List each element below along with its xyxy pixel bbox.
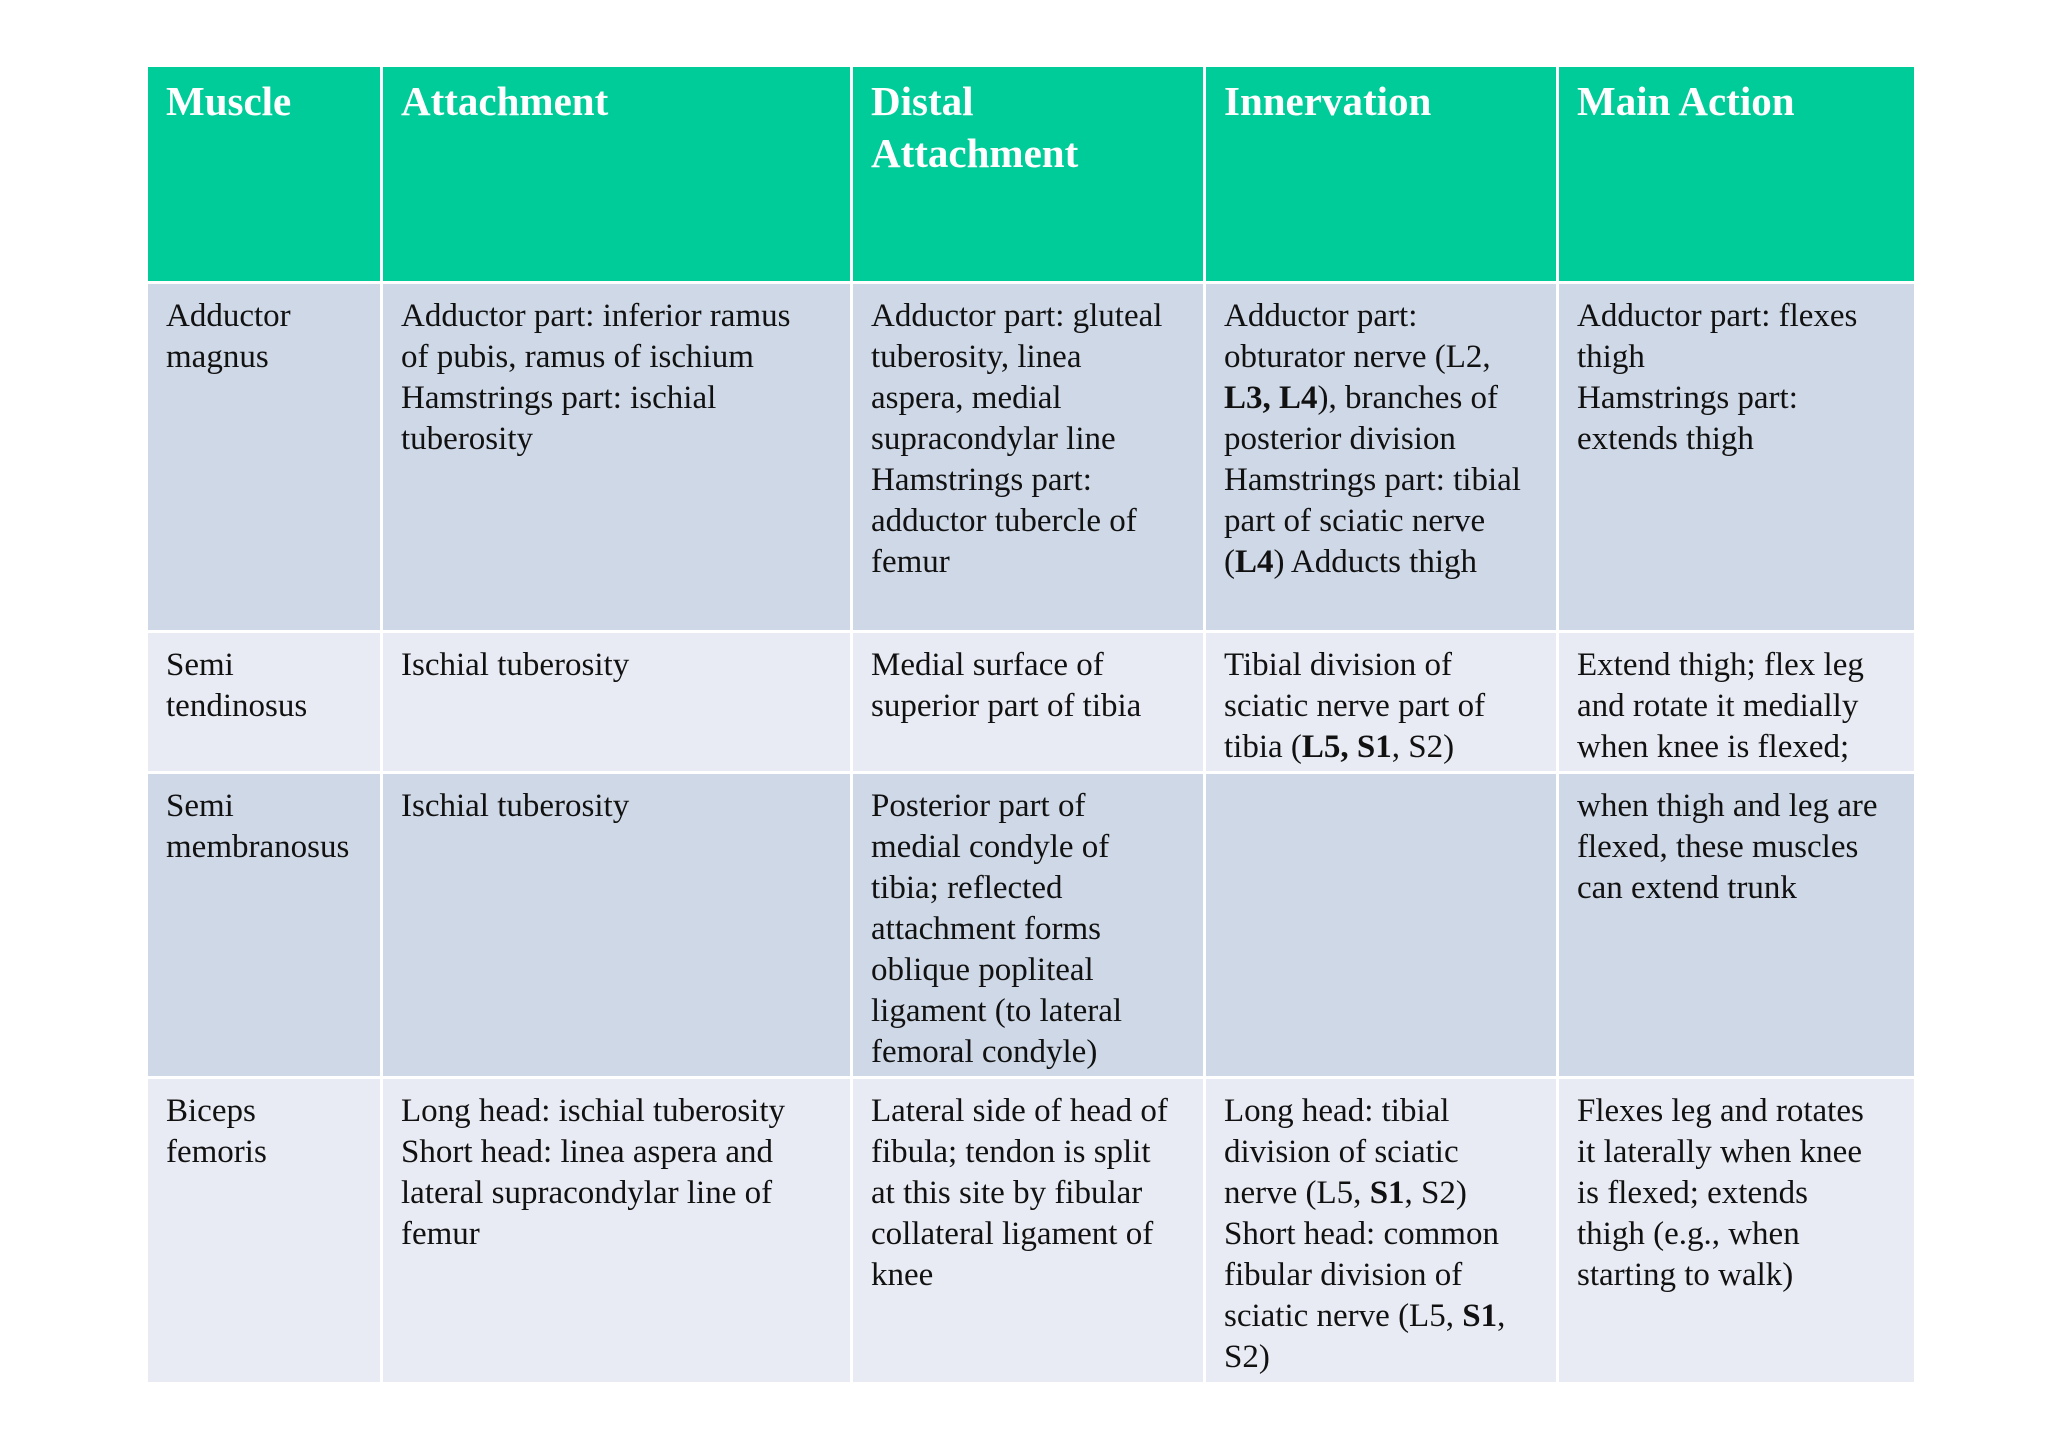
cell-innervation-line (1224, 337, 1540, 378)
cell-innervation (1206, 1079, 1559, 1385)
cell-distal-attachment-line: aspera, medial (871, 380, 1062, 416)
cell-innervation-line (1224, 460, 1540, 501)
cell-main-action-line: is flexed; extends (1577, 1175, 1808, 1211)
innervation-text: , (1497, 1298, 1506, 1334)
cell-innervation-line (1224, 419, 1540, 460)
cell-innervation (1206, 284, 1559, 633)
innervation-text: part of sciatic nerve (1224, 503, 1486, 539)
cell-muscle-line: Semi (166, 788, 234, 824)
cell-main-action-line: when knee is flexed; (1577, 729, 1850, 765)
header-main-action: Main Action (1559, 67, 1914, 284)
cell-distal-attachment-line: Lateral side of head of (871, 1093, 1168, 1129)
cell-muscle-line: tendinosus (166, 688, 308, 724)
cell-innervation-line (1224, 1296, 1540, 1337)
cell-innervation-line (1224, 1214, 1540, 1255)
cell-distal-attachment-line: superior part of tibia (871, 688, 1142, 724)
cell-innervation-line (1224, 645, 1540, 686)
spinal-level-bold: S1 (1462, 1298, 1498, 1334)
cell-distal-attachment (853, 774, 1206, 1079)
cell-distal-attachment (853, 1079, 1206, 1385)
cell-attachment-line: of pubis, ramus of ischium (401, 339, 754, 375)
cell-innervation-line (1224, 378, 1540, 419)
innervation-text: tibia ( (1224, 729, 1302, 765)
cell-main-action-line: can extend trunk (1577, 870, 1797, 906)
cell-distal-attachment (853, 284, 1206, 633)
cell-innervation-line (1224, 1255, 1540, 1296)
cell-muscle (148, 1079, 383, 1385)
innervation-text: nerve (L5, (1224, 1175, 1370, 1211)
cell-distal-attachment-line: oblique popliteal (871, 952, 1094, 988)
cell-main-action (1559, 774, 1914, 1079)
cell-main-action (1559, 1079, 1914, 1385)
spinal-level-bold: S1 (1369, 1175, 1405, 1211)
cell-main-action-line: Hamstrings part: (1577, 380, 1798, 416)
cell-muscle-line: magnus (166, 339, 269, 375)
innervation-text: sciatic nerve (L5, (1224, 1298, 1463, 1334)
cell-distal-attachment-line: at this site by fibular (871, 1175, 1143, 1211)
cell-attachment-line: tuberosity (401, 421, 533, 457)
innervation-text: Long head: tibial (1224, 1093, 1450, 1129)
cell-main-action-line: Flexes leg and rotates (1577, 1093, 1864, 1129)
cell-attachment (383, 774, 853, 1079)
cell-main-action-line: thigh (1577, 339, 1645, 375)
cell-distal-attachment-line: femoral condyle) (871, 1034, 1098, 1070)
cell-innervation (1206, 633, 1559, 774)
cell-muscle (148, 284, 383, 633)
cell-main-action-line: extends thigh (1577, 421, 1754, 457)
innervation-text: ) Adducts thigh (1273, 544, 1478, 580)
innervation-text: Hamstrings part: tibial (1224, 462, 1521, 498)
innervation-text: Adductor part: (1224, 298, 1418, 334)
cell-attachment (383, 1079, 853, 1385)
innervation-text: Tibial division of (1224, 647, 1452, 683)
cell-muscle-line: femoris (166, 1134, 267, 1170)
cell-innervation-line (1224, 1337, 1540, 1378)
cell-distal-attachment-line: tibia; reflected (871, 870, 1063, 906)
cell-distal-attachment-line: medial condyle of (871, 829, 1110, 865)
cell-attachment-line: Short head: linea aspera and (401, 1134, 774, 1170)
cell-main-action-line: flexed, these muscles (1577, 829, 1859, 865)
innervation-text: division of sciatic (1224, 1134, 1459, 1170)
innervation-text: sciatic nerve part of (1224, 688, 1486, 724)
spinal-level-bold: L3, L4 (1224, 380, 1318, 416)
innervation-text: fibular division of (1224, 1257, 1463, 1293)
cell-distal-attachment-line: femur (871, 544, 950, 580)
cell-muscle (148, 633, 383, 774)
cell-attachment-line: femur (401, 1216, 480, 1252)
cell-main-action-line: starting to walk) (1577, 1257, 1794, 1293)
cell-attachment-line: Adductor part: inferior ramus (401, 298, 791, 334)
cell-distal-attachment-line: fibula; tendon is split (871, 1134, 1151, 1170)
cell-innervation-line (1224, 501, 1540, 542)
cell-main-action-line: when thigh and leg are (1577, 788, 1878, 824)
cell-innervation (1206, 774, 1559, 1079)
cell-distal-attachment-line: collateral ligament of (871, 1216, 1154, 1252)
header-innervation: Innervation (1206, 67, 1559, 284)
cell-attachment-line: Ischial tuberosity (401, 647, 630, 683)
cell-innervation-line (1224, 686, 1540, 727)
cell-muscle-line: Adductor (166, 298, 291, 334)
header-attachment: Attachment (383, 67, 853, 284)
cell-muscle (148, 774, 383, 1079)
cell-main-action (1559, 284, 1914, 633)
cell-innervation-line (1224, 542, 1540, 583)
cell-distal-attachment-line: Hamstrings part: (871, 462, 1092, 498)
cell-innervation-line (1224, 1173, 1540, 1214)
innervation-text: Short head: common (1224, 1216, 1499, 1252)
cell-main-action (1559, 633, 1914, 774)
cell-distal-attachment-line: tuberosity, linea (871, 339, 1082, 375)
header-distal-attachment: Distal Attachment (853, 67, 1206, 284)
innervation-text: ( (1224, 544, 1235, 580)
muscle-table (148, 67, 1914, 1385)
cell-distal-attachment-line: supracondylar line (871, 421, 1116, 457)
cell-main-action-line: thigh (e.g., when (1577, 1216, 1800, 1252)
cell-distal-attachment-line: ligament (to lateral (871, 993, 1123, 1029)
cell-attachment (383, 633, 853, 774)
innervation-text: ), branches of (1317, 380, 1499, 416)
cell-distal-attachment-line: attachment forms (871, 911, 1102, 947)
cell-muscle-line: Biceps (166, 1093, 256, 1129)
cell-innervation-line (1224, 296, 1540, 337)
cell-distal-attachment-line: Adductor part: gluteal (871, 298, 1163, 334)
cell-distal-attachment-line: adductor tubercle of (871, 503, 1137, 539)
cell-innervation-line (1224, 1091, 1540, 1132)
cell-muscle-line: membranosus (166, 829, 350, 865)
cell-main-action-line: Adductor part: flexes (1577, 298, 1858, 334)
cell-distal-attachment-line: knee (871, 1257, 934, 1293)
cell-distal-attachment-line: Medial surface of (871, 647, 1104, 683)
cell-distal-attachment (853, 633, 1206, 774)
innervation-text: , S2) (1391, 729, 1455, 765)
cell-muscle-line: Semi (166, 647, 234, 683)
innervation-text: , S2) (1404, 1175, 1467, 1211)
spinal-level-bold: L4 (1235, 544, 1274, 580)
header-muscle: Muscle (148, 67, 383, 284)
innervation-text: obturator nerve (L2, (1224, 339, 1491, 375)
cell-main-action-line: it laterally when knee (1577, 1134, 1862, 1170)
innervation-text: posterior division (1224, 421, 1456, 457)
cell-attachment-line: lateral supracondylar line of (401, 1175, 773, 1211)
cell-innervation-line (1224, 1132, 1540, 1173)
spinal-level-bold: L5, S1 (1301, 729, 1392, 765)
cell-innervation-line (1224, 727, 1540, 768)
cell-attachment-line: Ischial tuberosity (401, 788, 630, 824)
cell-main-action-line: Extend thigh; flex leg (1577, 647, 1864, 683)
cell-attachment (383, 284, 853, 633)
cell-attachment-line: Hamstrings part: ischial (401, 380, 717, 416)
innervation-text: S2) (1224, 1339, 1270, 1375)
cell-main-action-line: and rotate it medially (1577, 688, 1859, 724)
cell-attachment-line: Long head: ischial tuberosity (401, 1093, 785, 1129)
cell-distal-attachment-line: Posterior part of (871, 788, 1086, 824)
